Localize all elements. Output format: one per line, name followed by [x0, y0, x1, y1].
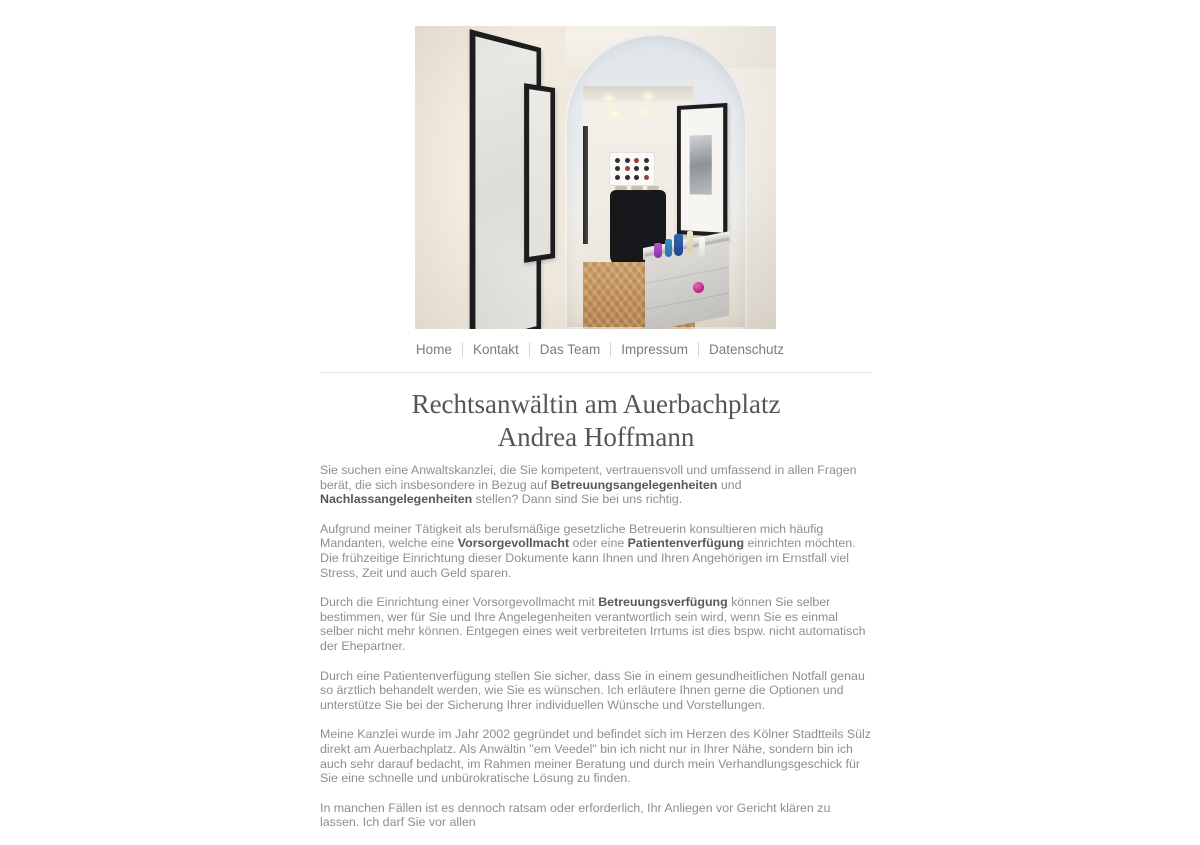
p3-text-c: können Sie selber bestimmen, wer für Sie und Ihre Angelegenheiten verantwortlich sein wird, wenn Sie es einmal selber nicht mehr können. Entgegen eines weit verbreiteten Irrtums ist dies bspw. nicht automatisch der Ehepartner.	[320, 595, 866, 653]
p1-text-c: stellen? Dann sind Sie bei uns richtig.	[472, 492, 683, 507]
photo-ceiling-spot	[641, 110, 648, 114]
header-divider	[320, 372, 872, 373]
photo-vase-cream	[687, 231, 693, 253]
photo-vase-white	[699, 237, 705, 257]
page-title-line-2: Andrea Hoffmann	[497, 422, 695, 452]
hero-photo-hallway	[415, 26, 776, 329]
p1-text-b: und	[717, 477, 742, 492]
paragraph-patientenverfuegung	[320, 669, 872, 713]
paragraph-vorsorgevollmacht	[320, 522, 872, 580]
term-patientenverfuegung: Patientenverfügung	[627, 536, 745, 551]
photo-door-frame-left	[583, 126, 588, 244]
nav-item-datenschutz[interactable]: Datenschutz	[709, 342, 785, 357]
photo-framed-picture-right	[677, 103, 727, 237]
main-navigation	[0, 341, 1200, 359]
paragraph-intro	[320, 463, 872, 507]
photo-framed-picture-small	[524, 83, 555, 263]
p4-text: Durch eine Patientenverfügung stellen Sie sicher, dass Sie in einem gesundheitlichen Notfall genau so ärztlich behandelt werden, wie Sie es wünschen. Ich erläutere Ihnen gerne die Optionen und unterstütze Sie bei der Sicherung Ihrer individuellen Wünsche und Vorstellungen.	[320, 668, 865, 712]
photo-ceiling-spot	[611, 112, 618, 116]
p3-text-a: Durch die Einrichtung einer Vorsorgevollmacht mit	[320, 595, 599, 610]
photo-vase-purple	[654, 243, 662, 258]
photo-decorative-sphere	[693, 282, 704, 293]
term-vorsorgevollmacht: Vorsorgevollmacht	[457, 536, 570, 551]
nav-item-impressum[interactable]: Impressum	[621, 342, 689, 357]
photo-vase-teal	[665, 239, 672, 257]
term-betreuungsverfuegung: Betreuungsverfügung	[598, 595, 728, 610]
nav-item-home[interactable]: Home	[415, 342, 452, 357]
hero-image-wrapper	[415, 26, 776, 329]
photo-wall-decoration	[609, 152, 655, 186]
photo-ceiling-spot	[645, 94, 652, 98]
main-content	[320, 463, 872, 845]
term-betreuungsangelegenheiten: Betreuungsangelegenheiten	[550, 477, 718, 492]
p2-text-c: einrichten möchten. Die frühzeitige Einrichtung dieser Dokumente kann Ihnen und Ihren Angehörigen im Ernstfall viel Stress, Zeit und auch Geld sparen.	[320, 536, 856, 580]
paragraph-kanzlei	[320, 727, 872, 785]
photo-corridor-ceiling	[583, 86, 693, 102]
paragraph-betreuungsverfuegung	[320, 595, 872, 653]
p5-text: Meine Kanzlei wurde im Jahr 2002 gegründet und befindet sich im Herzen des Kölner Stadtteils Sülz direkt am Auerbachplatz. Als Anwältin "em Veedel" bin ich nicht nur in Ihrer Nähe, sondern bin ich auch sehr darauf bedacht, im Rahmen meiner Beratung und durch mein Verhandlungsgeschick für Sie eine schnelle und unbürokratische Lösung zu finden.	[320, 727, 872, 786]
p1-text-a: Sie suchen eine Anwaltskanzlei, die Sie kompetent, vertrauensvoll und umfassend in allen Fragen berät, die sich insbesondere in Bezug auf	[320, 463, 857, 492]
nav-item-kontakt[interactable]: Kontakt	[472, 342, 519, 357]
photo-vase-blue	[674, 234, 683, 256]
p2-text-b: oder eine	[569, 536, 628, 551]
term-nachlassangelegenheiten: Nachlassangelegenheiten	[320, 492, 473, 507]
p6-text: In manchen Fällen ist es dennoch ratsam oder erforderlich, Ihr Anliegen vor Gericht klären zu lassen. Ich darf Sie vor allen	[320, 800, 831, 830]
paragraph-gericht	[320, 801, 872, 830]
page-title	[320, 388, 872, 454]
photo-ceiling-spot	[605, 96, 612, 100]
page-title-line-1: Rechtsanwältin am Auerbachplatz	[411, 389, 781, 419]
nav-item-das-team[interactable]: Das Team	[539, 342, 601, 357]
p2-text-a: Aufgrund meiner Tätigkeit als berufsmäßige gesetzliche Betreuerin konsultieren mich häufig Mandanten, welche eine	[320, 521, 824, 551]
